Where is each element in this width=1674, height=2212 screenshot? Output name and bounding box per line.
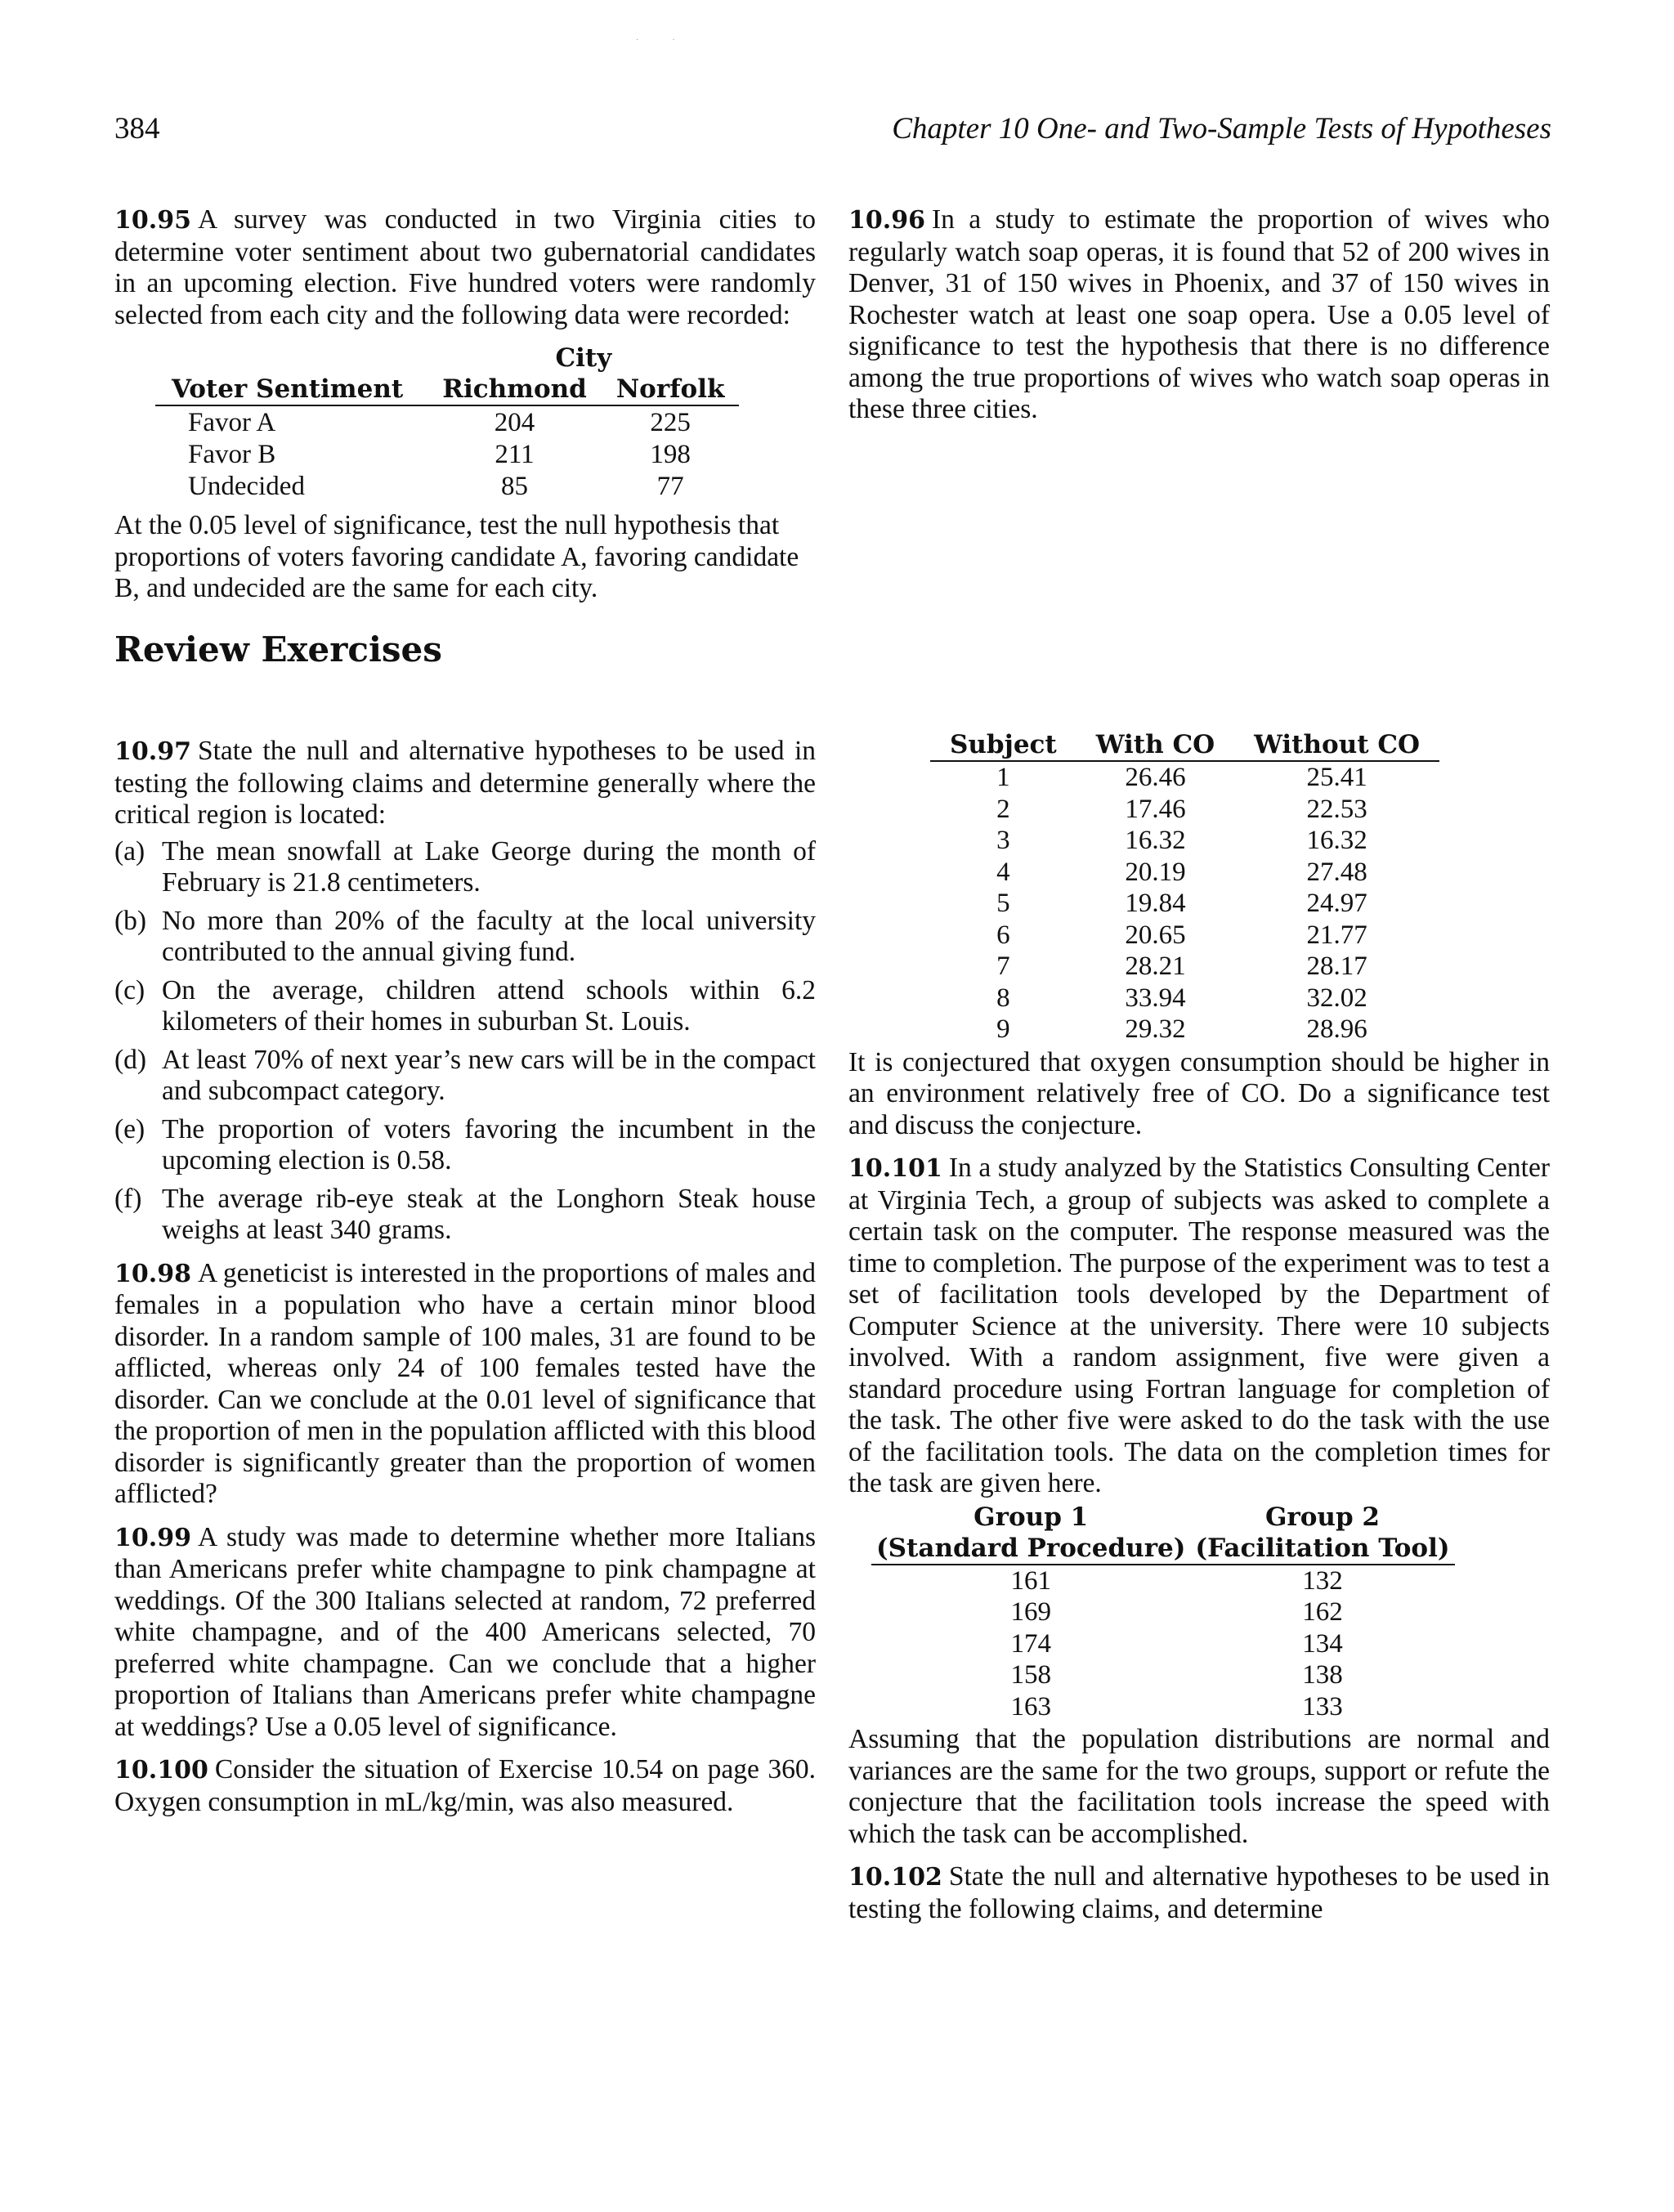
- column-header: Group 2: [1264, 1502, 1380, 1532]
- table-cell: 19.84: [1125, 889, 1186, 918]
- table-cell: 6: [996, 920, 1010, 950]
- exercise-10-95: [114, 204, 816, 605]
- table-cell: 28.96: [1306, 1014, 1367, 1044]
- running-head: [114, 111, 1551, 152]
- table-cell: 9: [996, 1014, 1010, 1044]
- table-cell: 225: [650, 408, 691, 437]
- table-cell: 26.46: [1125, 763, 1186, 792]
- exercise-number: 10.97: [114, 737, 191, 766]
- table-cell: 85: [501, 472, 529, 501]
- table-cell: 162: [1302, 1597, 1343, 1627]
- table-cell: 32.02: [1306, 983, 1367, 1013]
- table-cell: 163: [1010, 1691, 1051, 1722]
- column-header: Group 1: [974, 1502, 1089, 1532]
- table-row: [930, 951, 1439, 983]
- table-cell: 133: [1302, 1691, 1343, 1722]
- column-header: Norfolk: [602, 374, 740, 405]
- exercise-10-96: [848, 204, 1550, 426]
- table-row: [871, 1691, 1455, 1723]
- table-cell: 20.19: [1125, 857, 1186, 887]
- table-cell: 21.77: [1306, 920, 1367, 950]
- table-row: [155, 470, 739, 502]
- table-row: [871, 1565, 1455, 1597]
- table-row: [871, 1659, 1455, 1691]
- exercise-10-102: [848, 1861, 1550, 1925]
- exercise-text: Consider the situation of Exercise 10.54 on page 360. Oxygen consumption in mL/kg/min, was also measured.: [114, 1754, 816, 1817]
- voter-sentiment-table: [155, 343, 739, 502]
- table-cell: 7: [996, 952, 1010, 981]
- list-item: [114, 975, 816, 1038]
- exercise-number: 10.95: [114, 206, 191, 235]
- table-cell: 132: [1302, 1565, 1343, 1596]
- table-cell: 134: [1302, 1628, 1343, 1659]
- list-item: [114, 1184, 816, 1247]
- table-cell: 211: [495, 440, 535, 469]
- column-header: Without CO: [1234, 729, 1439, 761]
- table-cell: 5: [996, 889, 1010, 918]
- item-label: (d): [114, 1044, 147, 1075]
- table-cell: 1: [996, 763, 1010, 792]
- table-cell: 3: [996, 826, 1010, 855]
- table-cell: 16.32: [1125, 826, 1186, 855]
- item-label: (a): [114, 835, 145, 866]
- exercise-number: 10.98: [114, 1259, 191, 1288]
- row-label: Favor A: [188, 408, 276, 437]
- table-cell: 27.48: [1306, 857, 1367, 887]
- table-row: [930, 857, 1439, 889]
- row-label: Favor B: [188, 440, 276, 469]
- exercise-text: State the null and alternative hypotheses to be used in testing the following claims and determine generally where the critical region is located:: [114, 736, 816, 830]
- table-row: [155, 405, 739, 438]
- exercise-10-100-continued: It is conjectured that oxygen consumption should be higher in an environment relatively free of CO. Do a significance test and discuss the conjecture.: [848, 1046, 1550, 1140]
- completion-times-table: [871, 1502, 1455, 1723]
- table-cell: 198: [650, 440, 691, 469]
- table-cell: 138: [1302, 1660, 1343, 1690]
- table-cell: 4: [996, 857, 1010, 887]
- table-cell: 33.94: [1125, 983, 1186, 1013]
- exercise-10-101-continued: Assuming that the population distributions are normal and variances are the same for the two groups, support or refute the conjecture that the facilitation tools increase the speed with which the task can be accomplished.: [848, 1724, 1550, 1849]
- table-row: [930, 1014, 1439, 1046]
- exercise-text: A geneticist is interested in the proportions of males and females in a population who have a certain minor blood disorder. In a random sample of 100 males, 31 are found to be afflicted, whereas only 24 of 100 females tested have the disorder. Can we conclude at the 0.01 level of significance that the proportion of men in the population afflicted with this blood disorder is significantly greater than the proportion of women afflicted?: [114, 1257, 816, 1509]
- exercise-10-98: [114, 1258, 816, 1511]
- item-label: (f): [114, 1183, 142, 1214]
- table-row: [871, 1596, 1455, 1628]
- section-title: Review Exercises: [114, 629, 442, 669]
- item-text: The proportion of voters favoring the incumbent in the upcoming election is 0.58.: [162, 1113, 816, 1175]
- exercise-number: 10.102: [848, 1863, 942, 1892]
- item-text: On the average, children attend schools within 6.2 kilometers of their homes in suburban St. Louis.: [162, 974, 816, 1037]
- column-subheader: (Facilitation Tool): [1190, 1533, 1454, 1565]
- column-subheader: (Standard Procedure): [871, 1533, 1190, 1565]
- page-number: 384: [114, 112, 160, 146]
- exercise-10-101: [848, 1153, 1550, 1500]
- column-header: Subject: [930, 729, 1076, 761]
- exercise-10-99: [114, 1522, 816, 1744]
- list-item: [114, 836, 816, 899]
- list-item: [114, 1045, 816, 1108]
- exercise-number: 10.96: [848, 206, 925, 235]
- column-header: Richmond: [427, 374, 602, 405]
- table-cell: 161: [1010, 1565, 1051, 1596]
- right-column: [848, 726, 1550, 1925]
- exercise-text-continued: At the 0.05 level of significance, test the null hypothesis that proportions of voters favoring candidate A, favoring candidate B, and undecided are the same for each city.: [114, 510, 799, 603]
- scan-artifact: · ·: [636, 36, 675, 45]
- table-cell: 174: [1010, 1628, 1051, 1659]
- table-row: [930, 761, 1439, 794]
- table-row: [930, 920, 1439, 952]
- table-cell: 169: [1010, 1597, 1051, 1627]
- exercise-text: A survey was conducted in two Virginia cities to determine voter sentiment about two gubernatorial candidates in an upcoming election. Five hundred voters were randomly selected from each city and the following data were recorded:: [114, 204, 816, 330]
- table-cell: 22.53: [1306, 794, 1367, 824]
- table-row: [930, 794, 1439, 826]
- table-row: [930, 825, 1439, 857]
- exercise-number: 10.99: [114, 1523, 191, 1552]
- exercise-text: State the null and alternative hypotheses to be used in testing the following claims, and determine: [848, 1861, 1550, 1924]
- table-cell: 25.41: [1306, 763, 1367, 792]
- claim-list: [114, 836, 816, 1247]
- table-cell: 24.97: [1306, 889, 1367, 918]
- exercise-number: 10.100: [114, 1756, 208, 1784]
- list-item: [114, 906, 816, 969]
- exercise-text: A study was made to determine whether more Italians than Americans prefer white champagne to pink champagne at weddings. Of the 300 Italians selected at random, 72 preferred white champagne, and of the 400 Americans selected, 70 preferred white champagne. Can we conclude that a higher proportion of Italians than Americans prefer white champagne at weddings? Use a 0.05 level of significance.: [114, 1521, 816, 1742]
- item-text: No more than 20% of the faculty at the local university contributed to the annual giving fund.: [162, 905, 816, 967]
- exercise-text: In a study analyzed by the Statistics Consulting Center at Virginia Tech, a group of subjects was asked to complete a certain task on the computer. The response measured was the time to completion. The purpose of the experiment was to test a set of facilitation tools developed by the Department of Computer Science at the university. There were 10 subjects involved. With a random assignment, five were given a standard procedure using Fortran language for completion of the task. The other five were asked to do the task with the use of the facilitation tools. The data on the completion times for the task are given here.: [848, 1153, 1550, 1498]
- item-label: (c): [114, 974, 145, 1005]
- item-text: The average rib-eye steak at the Longhorn Steak house weighs at least 340 grams.: [162, 1183, 816, 1245]
- table-cell: 17.46: [1125, 794, 1186, 824]
- oxygen-consumption-table: [930, 729, 1439, 1046]
- column-header: With CO: [1076, 729, 1234, 761]
- row-header: Voter Sentiment: [155, 374, 427, 405]
- row-label: Undecided: [188, 472, 305, 501]
- table-cell: 77: [656, 472, 684, 501]
- table-cell: 8: [996, 983, 1010, 1013]
- list-item: [114, 1114, 816, 1177]
- exercise-10-100: [114, 1754, 816, 1818]
- chapter-title: Chapter 10 One- and Two-Sample Tests of Hypotheses: [892, 112, 1551, 146]
- left-column: [114, 736, 816, 1818]
- exercise-text: In a study to estimate the proportion of wives who regularly watch soap operas, it is found that 52 of 200 wives in Denver, 31 of 150 wives in Phoenix, and 37 of 150 wives in Rochester watch at least one soap opera. Use a 0.05 level of significance to test the hypothesis that there is no difference among the true proportions of wives who watch soap operas in these three cities.: [848, 204, 1550, 424]
- table-row: [871, 1628, 1455, 1660]
- table-group-header: City: [555, 343, 612, 373]
- item-label: (b): [114, 905, 147, 936]
- table-cell: 158: [1010, 1660, 1051, 1690]
- table-cell: 29.32: [1125, 1014, 1186, 1044]
- exercise-number: 10.101: [848, 1154, 942, 1183]
- item-text: The mean snowfall at Lake George during the month of February is 21.8 centimeters.: [162, 835, 816, 898]
- table-cell: 28.17: [1306, 952, 1367, 981]
- item-text: At least 70% of next year’s new cars will be in the compact and subcompact category.: [162, 1044, 816, 1106]
- table-row: [155, 438, 739, 470]
- table-cell: 16.32: [1306, 826, 1367, 855]
- table-cell: 204: [494, 408, 535, 437]
- table-cell: 28.21: [1125, 952, 1186, 981]
- table-row: [930, 888, 1439, 920]
- exercise-10-97: [114, 736, 816, 1247]
- table-cell: 20.65: [1125, 920, 1186, 950]
- table-cell: 2: [996, 794, 1010, 824]
- item-label: (e): [114, 1113, 145, 1144]
- table-row: [930, 983, 1439, 1014]
